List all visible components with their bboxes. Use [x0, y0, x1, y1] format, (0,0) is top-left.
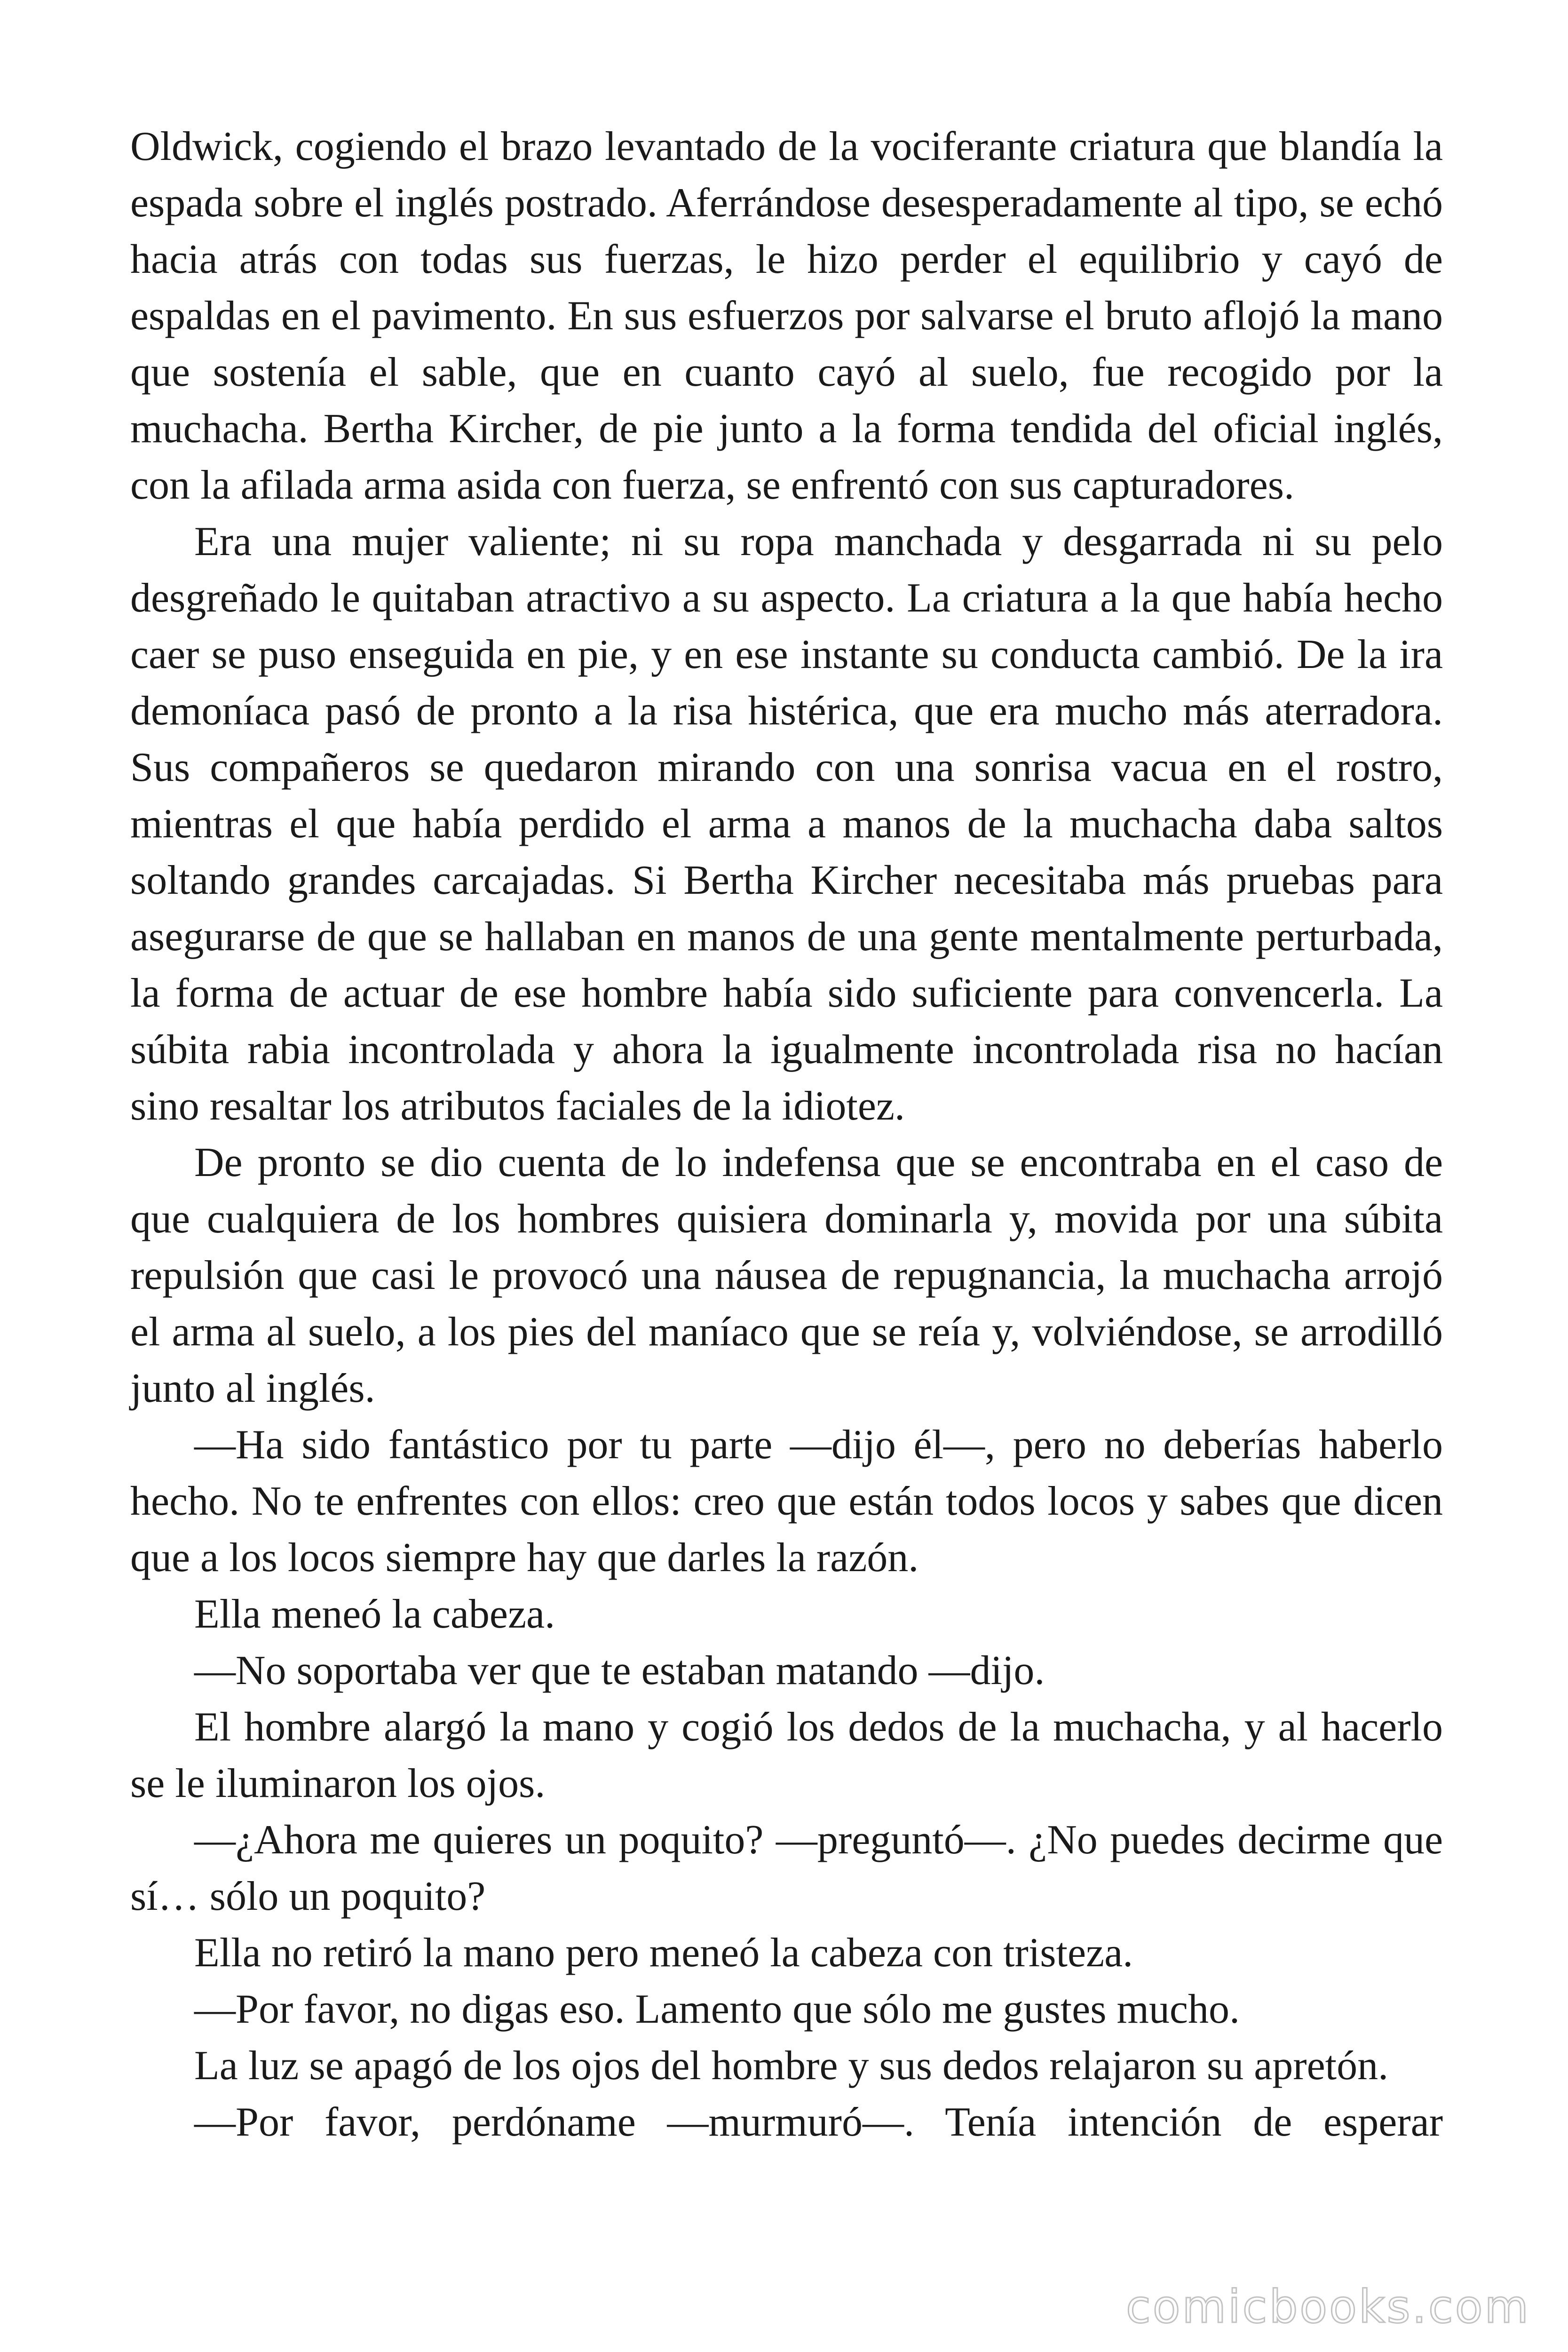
dialogue-paragraph: —¿Ahora me quieres un poquito? —preguntó—. ¿No puedes decirme que sí… sólo un poquito?: [130, 1817, 1443, 1919]
paragraph: La luz se apagó de los ojos del hombre y sus dedos relajaron su apretón.: [194, 2043, 1389, 2089]
dialogue-paragraph: —No soportaba ver que te estaban matando —dijo.: [194, 1648, 1045, 1693]
watermark-logo: comicbooks.com: [1125, 2280, 1530, 2333]
paragraph: Oldwick, cogiendo el brazo levantado de la vociferante criatura que blandía la espada sobre el inglés postrado. Aferrándose desesperadamente al tipo, se echó hacia atrás con todas sus fuerzas, le hizo perder el equilibrio y cayó de espaldas en el pavimento. En sus esfuerzos por salvarse el bruto aflojó la mano que sostenía el sable, que en cuanto cayó al suelo, fue recogido por la muchacha. Bertha Kircher, de pie junto a la forma tendida del oficial inglés, con la afilada arma asida con fuerza, se enfrentó con sus capturadores.: [130, 124, 1443, 508]
paragraph: Ella no retiró la mano pero meneó la cabeza con tristeza.: [194, 1930, 1133, 1976]
dialogue-paragraph: —Por favor, no digas eso. Lamento que sólo me gustes mucho.: [194, 1986, 1240, 2032]
paragraph: De pronto se dio cuenta de lo indefensa que se encontraba en el caso de que cualquiera de los hombres quisiera dominarla y, movida por una súbita repulsión que casi le provocó una náusea de repugnancia, la muchacha arrojó el arma al suelo, a los pies del maníaco que se reía y, volviéndose, se arrodilló junto al inglés.: [130, 1140, 1443, 1411]
paragraph: Ella meneó la cabeza.: [194, 1591, 555, 1637]
body-text: [130, 119, 1443, 2151]
paragraph: Era una mujer valiente; ni su ropa manchada y desgarrada ni su pelo desgreñado le quitaban atractivo a su aspecto. La criatura a la que había hecho caer se puso enseguida en pie, y en ese instante su conducta cambió. De la ira demoníaca pasó de pronto a la risa histérica, que era mucho más aterradora. Sus compañeros se quedaron mirando con una sonrisa vacua en el rostro, mientras el que había perdido el arma a manos de la muchacha daba saltos soltando grandes carcajadas. Si Bertha Kircher necesitaba más pruebas para asegurarse de que se hallaban en manos de una gente mentalmente perturbada, la forma de actuar de ese hombre había sido suficiente para convencerla. La súbita rabia incontrolada y ahora la igualmente incontrolada risa no hacían sino resaltar los atributos faciales de la idiotez.: [130, 519, 1443, 1129]
dialogue-paragraph: —Por favor, perdóname —murmuró—. Tenía intención de esperar: [194, 2099, 1443, 2145]
paragraph: El hombre alargó la mano y cogió los dedos de la muchacha, y al hacerlo se le iluminaron los ojos.: [130, 1704, 1443, 1806]
dialogue-paragraph: —Ha sido fantástico por tu parte —dijo él—, pero no deberías haberlo hecho. No te enfrentes con ellos: creo que están todos locos y sabes que dicen que a los locos siempre hay que darles la razón.: [130, 1422, 1443, 1581]
